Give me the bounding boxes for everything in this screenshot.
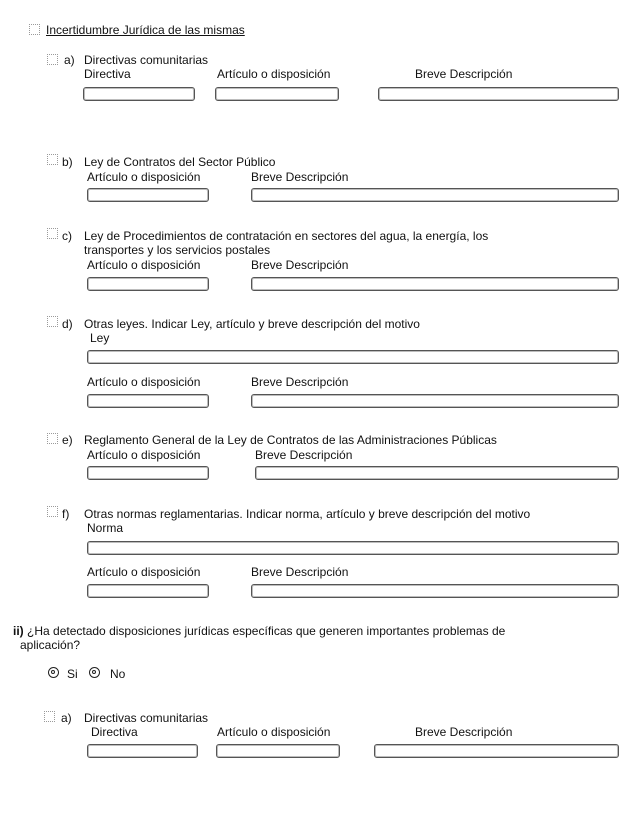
label-articulo: Artículo o disposición	[217, 725, 331, 739]
item-c-text-line2: transportes y los servicios postales	[84, 243, 271, 257]
item-d-letter: d)	[62, 317, 73, 331]
a-articulo-input[interactable]	[215, 87, 339, 101]
checkbox-e-reglamento[interactable]	[47, 433, 58, 444]
label-descripcion: Breve Descripción	[251, 565, 349, 579]
question-ii-number: ii)	[13, 624, 24, 638]
label-articulo: Artículo o disposición	[87, 170, 201, 184]
f-articulo-input[interactable]	[87, 584, 209, 598]
radio-si-label: Si	[67, 667, 78, 681]
f-norma-input[interactable]	[87, 541, 619, 555]
ii-a-articulo-input[interactable]	[216, 744, 340, 758]
checkbox-b-lcsp[interactable]	[47, 154, 58, 165]
d-articulo-input[interactable]	[87, 394, 209, 408]
label-directiva: Directiva	[91, 725, 138, 739]
section-checkbox[interactable]	[29, 24, 40, 35]
radio-no-label: No	[110, 667, 126, 681]
label-descripcion: Breve Descripción	[251, 375, 349, 389]
item-e-letter: e)	[62, 433, 73, 447]
label-ley: Ley	[90, 331, 110, 345]
item-a-letter: a)	[64, 53, 75, 67]
b-articulo-input[interactable]	[87, 188, 209, 202]
e-descripcion-input[interactable]	[255, 466, 619, 480]
checkbox-c-sectores[interactable]	[47, 228, 58, 239]
label-descripcion: Breve Descripción	[415, 725, 513, 739]
f-descripcion-input[interactable]	[251, 584, 619, 598]
b-descripcion-input[interactable]	[251, 188, 619, 202]
item-b-letter: b)	[62, 155, 73, 169]
question-ii-text-line1: ¿Ha detectado disposiciones jurídicas específicas que generen importantes problemas de	[27, 624, 506, 638]
item-c-letter: c)	[62, 229, 72, 243]
label-articulo: Artículo o disposición	[87, 258, 201, 272]
c-articulo-input[interactable]	[87, 277, 209, 291]
ii-a-directiva-input[interactable]	[87, 744, 198, 758]
item-b-text: Ley de Contratos del Sector Público	[84, 155, 276, 169]
e-articulo-input[interactable]	[87, 466, 209, 480]
ii-a-descripcion-input[interactable]	[374, 744, 619, 758]
label-descripcion: Breve Descripción	[415, 67, 513, 81]
label-articulo: Artículo o disposición	[217, 67, 331, 81]
label-descripcion: Breve Descripción	[255, 448, 353, 462]
radio-si[interactable]	[48, 667, 59, 678]
a-directiva-input[interactable]	[83, 87, 195, 101]
checkbox-f-otras-normas[interactable]	[47, 506, 58, 517]
radio-no[interactable]	[89, 667, 100, 678]
checkbox-ii-a-directivas[interactable]	[44, 711, 55, 722]
item-e-text: Reglamento General de la Ley de Contratos de las Administraciones Públicas	[84, 433, 497, 447]
checkbox-a-directivas[interactable]	[47, 54, 58, 65]
question-ii-text-line2: aplicación?	[20, 638, 81, 652]
item-f-text: Otras normas reglamentarias. Indicar norma, artículo y breve descripción del motivo	[84, 507, 531, 521]
d-descripcion-input[interactable]	[251, 394, 619, 408]
label-norma: Norma	[87, 521, 124, 535]
label-articulo: Artículo o disposición	[87, 375, 201, 389]
item-f-letter: f)	[62, 507, 70, 521]
label-descripcion: Breve Descripción	[251, 170, 349, 184]
a-descripcion-input[interactable]	[378, 87, 619, 101]
label-articulo: Artículo o disposición	[87, 448, 201, 462]
label-articulo: Artículo o disposición	[87, 565, 201, 579]
label-descripcion: Breve Descripción	[251, 258, 349, 272]
item-a-text: Directivas comunitarias	[84, 53, 209, 67]
question-ii	[13, 624, 505, 638]
c-descripcion-input[interactable]	[251, 277, 619, 291]
checkbox-d-otras-leyes[interactable]	[47, 316, 58, 327]
ii-item-a-text: Directivas comunitarias	[84, 711, 209, 725]
item-c-text-line1: Ley de Procedimientos de contratación en sectores del agua, la energía, los	[84, 229, 489, 243]
item-d-text: Otras leyes. Indicar Ley, artículo y breve descripción del motivo	[84, 317, 420, 331]
ii-item-a-letter: a)	[61, 711, 72, 725]
section-title: Incertidumbre Jurídica de las mismas	[46, 23, 245, 37]
label-directiva: Directiva	[84, 67, 131, 81]
d-ley-input[interactable]	[87, 350, 619, 364]
